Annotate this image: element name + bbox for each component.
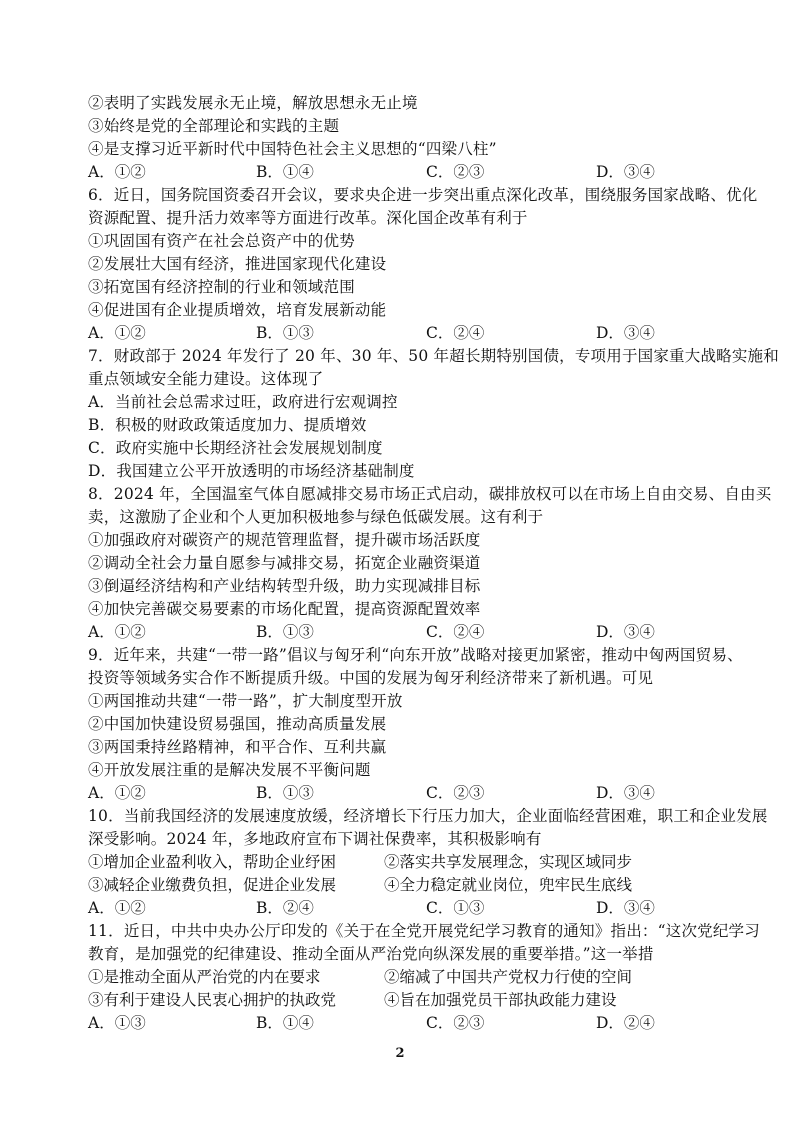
answer-option: C．②③ — [426, 784, 485, 802]
text-line: ③倒逼经济结构和产业结构转型升级，助力实现减排目标 — [88, 577, 481, 595]
text-line: ④是支撑习近平新时代中国特色社会主义思想的“四梁八柱” — [88, 140, 497, 158]
answer-option: A．①② — [88, 623, 146, 641]
text-line: ②表明了实践发展永无止境，解放思想永无止境 — [88, 94, 418, 112]
text-line: ④促进国有企业提质增效，培育发展新动能 — [88, 301, 387, 319]
answer-option: B．①③ — [256, 784, 314, 802]
answer-options — [88, 897, 728, 919]
answer-option: D．③④ — [596, 623, 655, 641]
text-line: 11．近日，中共中央办公厅印发的《关于在全党开展党纪学习教育的通知》指出：“这次党纪学习 — [88, 922, 760, 940]
statement-pair — [88, 874, 728, 896]
answer-option: D．③④ — [596, 324, 655, 342]
text-line: 7．财政部于 2024 年发行了 20 年、30 年、50 年超长期特别国债，专项用于国家重大战略实施和 — [88, 347, 779, 365]
text-line: 教育，是加强党的纪律建设、推动全面从严治党向纵深发展的重要举措。”这一举措 — [88, 945, 654, 963]
statement-item: ①增加企业盈利收入，帮助企业纾困 — [88, 853, 337, 871]
text-line: ①巩固国有资产在社会总资产中的优势 — [88, 232, 355, 250]
answer-options — [88, 161, 728, 183]
text-line: 8．2024 年，全国温室气体自愿减排交易市场正式启动，碳排放权可以在市场上自由交易、自由买 — [88, 485, 772, 503]
answer-options — [88, 1012, 728, 1034]
answer-option: A．①③ — [88, 1014, 146, 1032]
answer-option: A．①② — [88, 899, 146, 917]
text-line: D．我国建立公平开放透明的市场经济基础制度 — [88, 462, 415, 480]
text-line: 6．近日，国务院国资委召开会议，要求央企进一步突出重点深化改革，围绕服务国家战略、优化 — [88, 186, 758, 204]
answer-option: A．①② — [88, 324, 146, 342]
text-line: ②中国加快建设贸易强国，推动高质量发展 — [88, 715, 387, 733]
answer-option: B．①③ — [256, 623, 314, 641]
statement-item: ④旨在加强党员干部执政能力建设 — [384, 991, 617, 1009]
statement-pair — [88, 966, 728, 988]
answer-options — [88, 621, 728, 643]
text-line: ①加强政府对碳资产的规范管理监督，提升碳市场活跃度 — [88, 531, 481, 549]
statement-item: ③有利于建设人民衷心拥护的执政党 — [88, 991, 337, 1009]
answer-option: B．①③ — [256, 324, 314, 342]
answer-option: D．②④ — [596, 1014, 655, 1032]
answer-option: B．①④ — [256, 1014, 314, 1032]
text-line: B．积极的财政政策适度加力、提质增效 — [88, 416, 367, 434]
answer-option: D．③④ — [596, 899, 655, 917]
text-line: 深受影响。2024 年，多地政府宣布下调社保费率，其积极影响有 — [88, 830, 542, 848]
text-line: 10．当前我国经济的发展速度放缓，经济增长下行压力加大，企业面临经营困难，职工和企业发展 — [88, 807, 768, 825]
answer-option: A．①② — [88, 784, 146, 802]
answer-option: D．③④ — [596, 784, 655, 802]
answer-option: C．②③ — [426, 163, 485, 181]
statement-pair — [88, 851, 728, 873]
statement-pair — [88, 989, 728, 1011]
text-line: ②发展壮大国有经济，推进国家现代化建设 — [88, 255, 387, 273]
statement-item: ①是推动全面从严治党的内在要求 — [88, 968, 321, 986]
answer-option: C．②④ — [426, 623, 485, 641]
answer-option: D．③④ — [596, 163, 655, 181]
statement-item: ②落实共享发展理念，实现区域同步 — [384, 853, 633, 871]
text-line: 资源配置、提升活力效率等方面进行改革。深化国企改革有利于 — [88, 209, 528, 227]
text-line: A．当前社会总需求过旺，政府进行宏观调控 — [88, 393, 398, 411]
answer-options — [88, 782, 728, 804]
text-line: C．政府实施中长期经济社会发展规划制度 — [88, 439, 383, 457]
answer-option: A．①② — [88, 163, 146, 181]
text-line: 9．近年来，共建“一带一路”倡议与匈牙利“向东开放”战略对接更加紧密，推动中匈两国贸易、 — [88, 646, 743, 664]
text-line: ④开放发展注重的是解决发展不平衡问题 — [88, 761, 371, 779]
text-line: ②调动全社会力量自愿参与减排交易，拓宽企业融资渠道 — [88, 554, 481, 572]
text-line: ③两国秉持丝路精神，和平合作、互利共赢 — [88, 738, 387, 756]
text-line: ①两国推动共建“一带一路”，扩大制度型开放 — [88, 692, 403, 710]
text-line: 投资等领域务实合作不断提质升级。中国的发展为匈牙利经济带来了新机遇。可见 — [88, 669, 654, 687]
text-line: ④加快完善碳交易要素的市场化配置，提高资源配置效率 — [88, 600, 481, 618]
answer-option: C．①③ — [426, 899, 485, 917]
statement-item: ④全力稳定就业岗位，兜牢民生底线 — [384, 876, 633, 894]
answer-options — [88, 322, 728, 344]
answer-option: C．②③ — [426, 1014, 485, 1032]
answer-option: B．①④ — [256, 163, 314, 181]
statement-item: ③减轻企业缴费负担，促进企业发展 — [88, 876, 337, 894]
answer-option: B．②④ — [256, 899, 314, 917]
page-number: 2 — [395, 1046, 405, 1061]
statement-item: ②缩减了中国共产党权力行使的空间 — [384, 968, 633, 986]
text-line: ③拓宽国有经济控制的行业和领域范围 — [88, 278, 355, 296]
text-line: ③始终是党的全部理论和实践的主题 — [88, 117, 340, 135]
text-line: 卖，这激励了企业和个人更加积极地参与绿色低碳发展。这有利于 — [88, 508, 544, 526]
text-line: 重点领域安全能力建设。这体现了 — [88, 370, 324, 388]
answer-option: C．②④ — [426, 324, 485, 342]
